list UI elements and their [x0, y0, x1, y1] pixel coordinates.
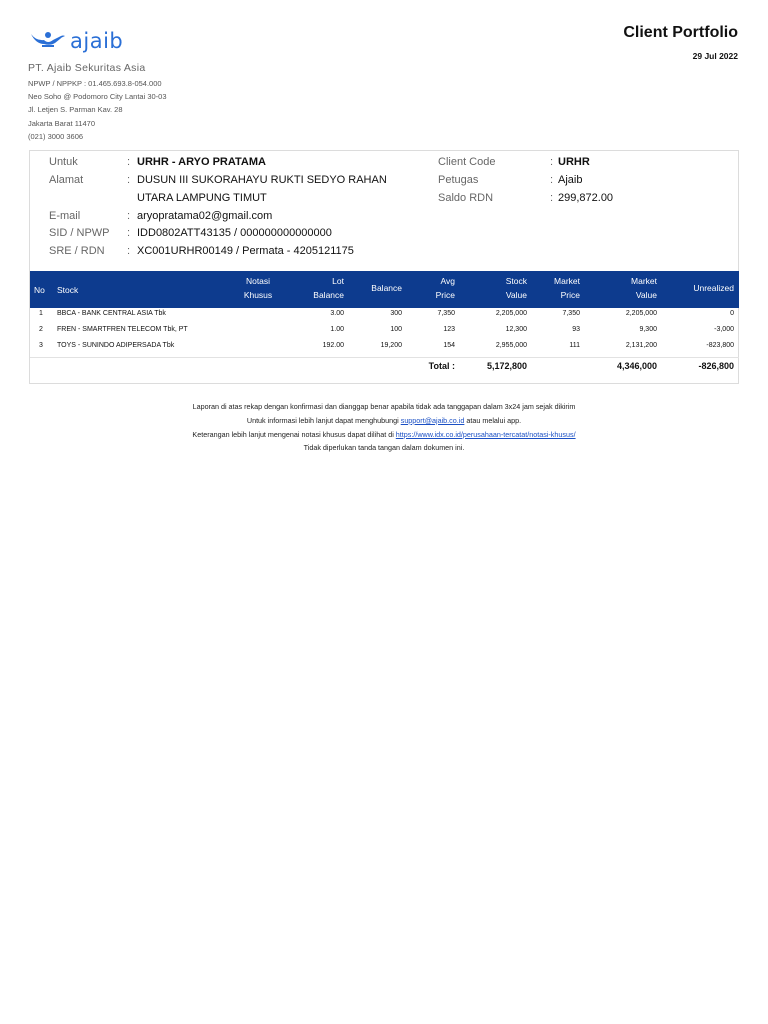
th-mp-1: Market [554, 276, 580, 286]
email-value: aryopratama02@gmail.com [137, 210, 273, 222]
alamat-row-2 [137, 192, 267, 204]
footer-notes [0, 400, 768, 455]
separator: : [127, 210, 131, 222]
cell-stock: BBCA - BANK CENTRAL ASIA Tbk [57, 310, 166, 317]
company-phone: (021) 3000 3606 [28, 131, 84, 141]
cell-no: 3 [39, 342, 43, 349]
separator: : [127, 156, 131, 168]
email-label: E-mail [49, 210, 81, 222]
support-email-link[interactable]: support@ajaib.co.id [400, 415, 465, 425]
idx-notasi-link[interactable]: https://www.idx.co.id/perusahaan-tercatat/notasi-khusus/ [395, 429, 576, 439]
th-lot-balance [294, 274, 344, 302]
th-mp-2: Price [560, 290, 580, 300]
sid-value: IDD0802ATT43135 / 000000000000000 [137, 227, 332, 239]
cell-no: 2 [39, 326, 43, 333]
footer-line-2-pre: Untuk informasi lebih lanjut dapat menghubungi [246, 415, 401, 425]
th-sv-2: Value [505, 290, 527, 300]
cell-balance: 19,200 [380, 342, 402, 349]
cell-no: 1 [39, 310, 43, 317]
saldo-value: 299,872.00 [558, 192, 614, 204]
th-no: No [34, 285, 45, 295]
alamat-row [49, 174, 387, 186]
cell-market-value: 9,300 [639, 326, 657, 333]
cell-stock-value: 12,300 [505, 326, 527, 333]
cell-market-price: 111 [569, 342, 580, 349]
th-notasi-2: Khusus [243, 290, 273, 300]
th-mv-1: Market [631, 276, 657, 286]
total-label: Total : [428, 361, 455, 371]
cell-lot: 3.00 [330, 310, 344, 317]
table-row [30, 308, 739, 324]
petugas-row [438, 174, 582, 186]
genie-lamp-icon [28, 27, 68, 54]
cell-market-value: 2,205,000 [625, 310, 657, 317]
sre-row [49, 245, 354, 257]
total-market-value: 4,346,000 [616, 361, 657, 371]
separator: : [127, 174, 131, 186]
company-info [28, 62, 167, 143]
petugas-label: Petugas [438, 174, 479, 186]
th-lot-2: Balance [313, 290, 344, 300]
th-notasi-1: Notasi [245, 276, 271, 286]
cell-unrealized: -823,800 [706, 342, 734, 349]
th-market-price [530, 274, 580, 302]
untuk-label: Untuk [49, 156, 78, 168]
sre-label: SRE / RDN [49, 245, 105, 257]
total-divider [30, 357, 739, 358]
untuk-row [49, 156, 266, 168]
footer-line-2 [0, 414, 768, 428]
th-stock-value [467, 274, 527, 302]
company-address-2: Jl. Letjen S. Parman Kav. 28 [28, 105, 123, 115]
untuk-value: URHR - ARYO PRATAMA [137, 156, 266, 168]
cell-stock-value: 2,205,000 [495, 310, 527, 317]
sid-row [49, 227, 332, 239]
cell-avg-price: 7,350 [437, 310, 455, 317]
separator: : [550, 174, 554, 186]
cell-unrealized: -3,000 [714, 326, 734, 333]
separator: : [550, 156, 554, 168]
company-address-3: Jakarta Barat 11470 [28, 118, 95, 128]
client-code-label: Client Code [438, 156, 496, 168]
ajaib-logo [28, 27, 123, 54]
cell-stock: TOYS - SUNINDO ADIPERSADA Tbk [57, 342, 175, 349]
petugas-value: Ajaib [558, 174, 583, 186]
sre-value: XC001URHR00149 / Permata - 4205121175 [137, 245, 354, 257]
th-lot-1: Lot [332, 276, 344, 286]
cell-market-value: 2,131,200 [625, 342, 657, 349]
alamat-label: Alamat [49, 174, 84, 186]
th-notasi [238, 274, 278, 302]
th-market-value [597, 274, 657, 302]
separator: : [550, 192, 554, 204]
total-stock-value: 5,172,800 [486, 361, 527, 371]
separator: : [127, 245, 131, 257]
th-unrealized: Unrealized [693, 283, 734, 293]
portfolio-table-header [30, 271, 739, 308]
cell-market-price: 7,350 [562, 310, 580, 317]
footer-line-1: Laporan di atas rekap dengan konfirmasi dan dianggap benar apabila tidak ada tanggapan dalam 3x24 jam sejak dikirim [192, 402, 576, 411]
sid-label: SID / NPWP [49, 227, 110, 239]
alamat-line-2: UTARA LAMPUNG TIMUT [137, 192, 267, 204]
client-code-row [438, 156, 590, 168]
cell-balance: 100 [390, 326, 402, 333]
th-sv-1: Stock [505, 276, 527, 286]
alamat-line-1: DUSUN III SUKORAHAYU RUKTI SEDYO RAHAN [137, 174, 387, 186]
table-row [30, 324, 739, 340]
cell-stock-value: 2,955,000 [495, 342, 527, 349]
th-avg-1: Avg [440, 276, 455, 286]
th-stock: Stock [57, 285, 79, 295]
logo-text: ajaib [70, 28, 124, 53]
saldo-row [438, 192, 613, 204]
separator: : [127, 227, 131, 239]
company-npwp: NPWP / NPPKP : 01.465.693.8-054.000 [28, 79, 162, 88]
client-code-value: URHR [558, 156, 590, 168]
cell-balance: 300 [390, 310, 402, 317]
saldo-label: Saldo RDN [438, 192, 494, 204]
document-title: Client Portfolio [623, 24, 738, 41]
company-name: PT. Ajaib Sekuritas Asia [28, 62, 146, 74]
cell-unrealized: 0 [730, 310, 734, 317]
document-date: 29 Jul 2022 [692, 51, 738, 61]
footer-line-3 [0, 428, 768, 442]
cell-avg-price: 123 [443, 326, 455, 333]
table-row [30, 340, 739, 356]
footer-line-4: Tidak diperlukan tanda tangan dalam dokumen ini. [303, 443, 465, 453]
cell-market-price: 93 [572, 326, 580, 333]
th-balance: Balance [371, 283, 402, 293]
total-unrealized: -826,800 [698, 361, 734, 371]
total-row [30, 360, 739, 376]
footer-line-3-pre: Keterangan lebih lanjut mengenai notasi khusus dapat dilihat di [192, 429, 396, 439]
email-row [49, 210, 272, 222]
footer-line-2-post: atau melalui app. [464, 415, 522, 425]
company-address-1: Neo Soho @ Podomoro City Lantai 30-03 [28, 92, 167, 102]
th-mv-2: Value [635, 290, 657, 300]
th-avg-price [410, 274, 455, 302]
cell-lot: 1.00 [330, 326, 344, 333]
cell-stock: FREN - SMARTFREN TELECOM Tbk, PT [57, 326, 188, 333]
cell-lot: 192.00 [322, 342, 344, 349]
cell-avg-price: 154 [443, 342, 455, 349]
th-avg-2: Price [435, 290, 455, 300]
